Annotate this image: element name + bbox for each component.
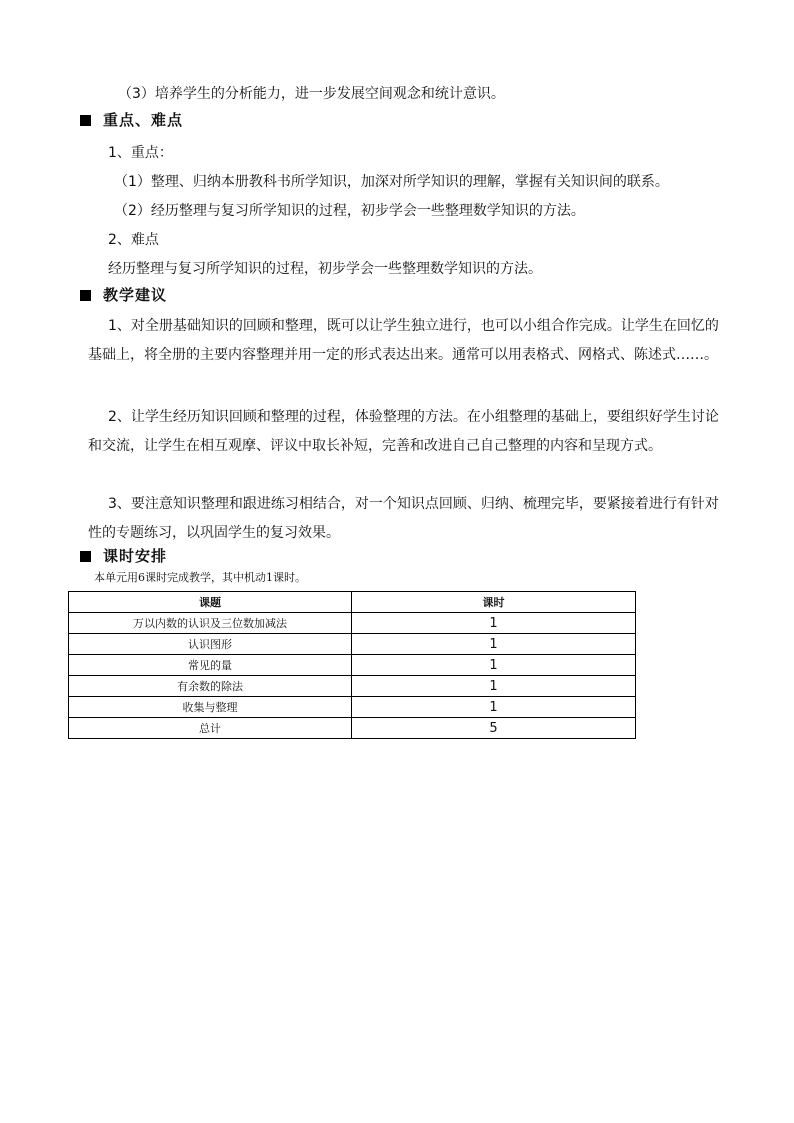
section-heading-text: 教学建议 [103,286,168,304]
table-row [69,655,636,676]
topic-cell: 认识图形 [69,634,352,655]
difficulty-subheading: 2、难点 [108,232,159,248]
key-point-item-1: （1）整理、归纳本册教科书所学知识，加深对所学知识的理解，掌握有关知识间的联系。 [114,174,669,190]
total-hours-cell: 5 [352,718,636,739]
total-label-cell: 总计 [69,718,352,739]
schedule-note: 本单元用6课时完成教学，其中机动1课时。 [94,571,306,584]
square-bullet-icon [80,115,91,126]
section-heading-teaching-suggestions [80,285,167,305]
suggestion-paragraph-3: 3、要注意知识整理和跟进练习相结合，对一个知识点回顾、归纳、梳理完毕，要紧接着进行有针对性的专题练习，以巩固学生的复习效果。 [88,496,719,541]
table-row-total [69,718,636,739]
hours-cell: 1 [352,676,636,697]
hours-cell: 1 [352,655,636,676]
suggestion-paragraph-2: 2、让学生经历知识回顾和整理的过程，体验整理的方法。在小组整理的基础上，要组织好学生讨论和交流，让学生在相互观摩、评议中取长补短，完善和改进自己自己整理的内容和呈现方式。 [88,409,719,454]
key-point-subheading: 1、重点： [108,145,173,161]
objective-item-3: （3）培养学生的分析能力，进一步发展空间观念和统计意识。 [118,86,505,102]
topic-cell: 有余数的除法 [69,676,352,697]
schedule-table [68,591,636,739]
hours-cell: 1 [352,613,636,634]
header-hours: 课时 [352,592,636,613]
section-heading-schedule [80,546,167,566]
hours-cell: 1 [352,697,636,718]
square-bullet-icon [80,290,91,301]
section-heading-key-points [80,110,183,130]
topic-cell: 常见的量 [69,655,352,676]
hours-cell: 1 [352,634,636,655]
square-bullet-icon [80,551,91,562]
table-header-row [69,592,636,613]
table-row [69,676,636,697]
suggestion-paragraph-1: 1、对全册基础知识的回顾和整理，既可以让学生独立进行，也可以小组合作完成。让学生在回忆的基础上，将全册的主要内容整理并用一定的形式表达出来。通常可以用表格式、网格式、陈述式……。 [88,318,719,363]
topic-cell: 收集与整理 [69,697,352,718]
table-row [69,634,636,655]
header-topic: 课题 [69,592,352,613]
topic-cell: 万以内数的认识及三位数加减法 [69,613,352,634]
section-heading-text: 重点、难点 [103,111,184,129]
table-row [69,697,636,718]
section-heading-text: 课时安排 [103,547,168,565]
key-point-item-2: （2）经历整理与复习所学知识的过程，初步学会一些整理数学知识的方法。 [114,203,585,219]
difficulty-text: 经历整理与复习所学知识的过程，初步学会一些整理数学知识的方法。 [108,261,542,277]
table-row [69,613,636,634]
